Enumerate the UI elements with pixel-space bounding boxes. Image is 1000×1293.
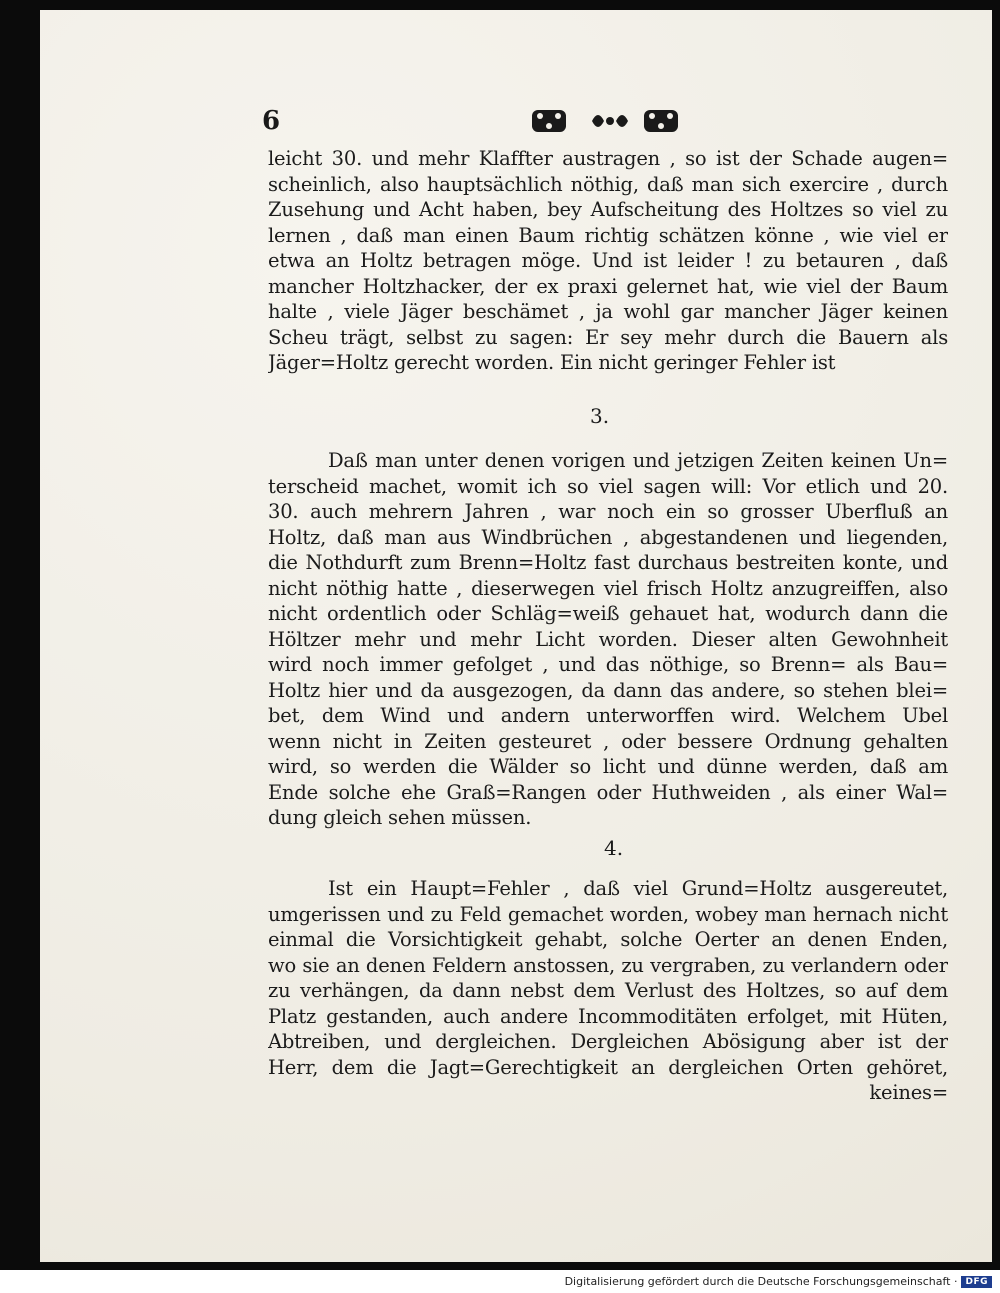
text-line: wenn nicht in Zeiten gesteuret , oder bessere Ordnung gehalten (268, 729, 948, 753)
text-line: Jäger=Holtz gerecht worden. Ein nicht geringer Fehler ist (268, 351, 836, 374)
text-line: zu verhängen, da dann nebst dem Verlust des Holtzes, so auf dem (268, 979, 948, 1002)
text-line: nicht nöthig hatte , dieserwegen viel frisch Holtz anzugreiffen, also (268, 576, 948, 600)
text-line: etwa an Holtz betragen möge. Und ist leider ! zu betauren , daß (268, 249, 948, 272)
text-line: die Nothdurft zum Brenn=Holtz fast durchaus bestreiten konte, und (268, 551, 948, 574)
text-line: Höltzer mehr und mehr Licht worden. Dieser alten Gewohnheit (268, 627, 948, 651)
text-line: Zusehung und Acht haben, bey Aufscheitung des Holtzes so viel zu (268, 198, 948, 221)
catchword: keines= (869, 1081, 948, 1104)
section-3-paragraph (268, 448, 948, 831)
digitization-credit (565, 1275, 992, 1288)
text-line: terscheid machet, womit ich so viel sagen will: Vor etlich und 20. (268, 474, 948, 498)
text-line: nicht ordentlich oder Schläg=weiß gehauet hat, wodurch dann die (268, 602, 948, 625)
text-line: leicht 30. und mehr Klaffter austragen , so ist der Schade augen= (268, 147, 948, 170)
text-line: Platz gestanden, auch andere Incommoditäten erfolget, mit Hüten, (268, 1004, 948, 1028)
text-line: 30. auch mehrern Jahren , war noch ein so grosser Uberfluß an (268, 500, 948, 523)
paragraph-continuation (268, 146, 948, 376)
text-line: einmal die Vorsichtigkeit gehabt, solche Oerter an denen Enden, (268, 928, 948, 951)
text-line: mancher Holtzhacker, der ex praxi gelernet hat, wie viel der Baum (268, 274, 948, 298)
text-line: bet, dem Wind und andern unterworffen wird. Welchem Ubel (268, 704, 948, 727)
dfg-logo: DFG (961, 1276, 992, 1288)
printer-ornament-icon (530, 102, 682, 138)
text-line: Holtz, daß man aus Windbrüchen , abgestandenen und liegenden, (268, 525, 948, 549)
text-line: Ende solche ehe Graß=Rangen oder Huthweiden , als einer Wal= (268, 780, 948, 804)
section-4-paragraph (268, 876, 948, 1106)
section-number-3: 3. (590, 404, 610, 428)
text-line: Scheu trägt, selbst zu sagen: Er sey mehr durch die Bauern als (268, 325, 948, 349)
text-line: lernen , daß man einen Baum richtig schätzen könne , wie viel er (268, 223, 948, 247)
text-line: Holtz hier und da ausgezogen, da dann das andere, so stehen blei= (268, 678, 948, 702)
text-line: wo sie an denen Feldern anstossen, zu vergraben, zu verlandern oder (268, 953, 948, 977)
text-line: scheinlich, also hauptsächlich nöthig, daß man sich exercire , durch (268, 172, 948, 196)
text-line: Daß man unter denen vorigen und jetzigen Zeiten keinen Un= (328, 449, 948, 472)
text-line: umgerissen und zu Feld gemachet worden, wobey man hernach nicht (268, 902, 948, 926)
text-line: Abtreiben, und dergleichen. Dergleichen Abösigung aber ist der (268, 1030, 948, 1053)
credit-text: Digitalisierung gefördert durch die Deutsche Forschungsgemeinschaft · (564, 1275, 958, 1288)
section-number-4: 4. (604, 836, 624, 860)
text-line: wird noch immer gefolget , und das nöthige, so Brenn= als Bau= (268, 653, 948, 676)
text-line: halte , viele Jäger beschämet , ja wohl gar mancher Jäger keinen (268, 300, 948, 323)
text-line: Herr, dem die Jagt=Gerechtigkeit an dergleichen Orten gehöret, (268, 1055, 948, 1079)
text-line: Ist ein Haupt=Fehler , daß viel Grund=Holtz ausgereutet, (328, 877, 948, 900)
page-number: 6 (262, 106, 281, 136)
text-line: dung gleich sehen müssen. (268, 806, 532, 829)
text-line: wird, so werden die Wälder so licht und dünne werden, daß am (268, 755, 948, 778)
